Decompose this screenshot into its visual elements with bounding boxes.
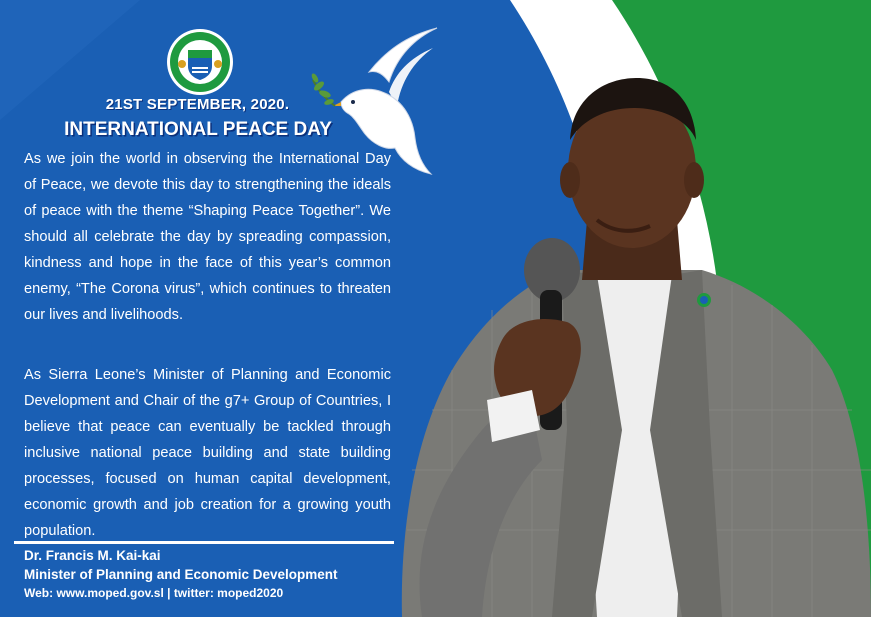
event-title: INTERNATIONAL PEACE DAY [64,119,332,140]
ministry-emblem-icon [166,28,234,96]
event-date: 21ST SEPTEMBER, 2020. [105,96,290,113]
message-paragraph-2: As Sierra Leone’s Minister of Planning and Economic Development and Chair of the g7+ Group of Countries, I believe that peace can eventually be tackled through inclusive national peace building and state building processes, focused on human capital development, economic growth and job creation for a growing youth population. [24,367,391,539]
signature-web-twitter: Web: www.moped.gov.sl | twitter: moped2020 [24,586,284,600]
signature-divider [14,541,394,544]
signature-role: Minister of Planning and Economic Development [24,567,338,582]
signature-name: Dr. Francis M. Kai-kai [24,548,161,563]
message-paragraph-1: As we join the world in observing the International Day of Peace, we devote this day to strengthening the ideals of peace with the theme “Shaping Peace Together”. We should all celebrate the day by spreading compassion, kindness and hope in the face of this year’s common enemy, “The Corona virus”, which continues to threaten our lives and livelihoods. [24,151,391,323]
speaker-with-microphone-photo [392,70,871,617]
